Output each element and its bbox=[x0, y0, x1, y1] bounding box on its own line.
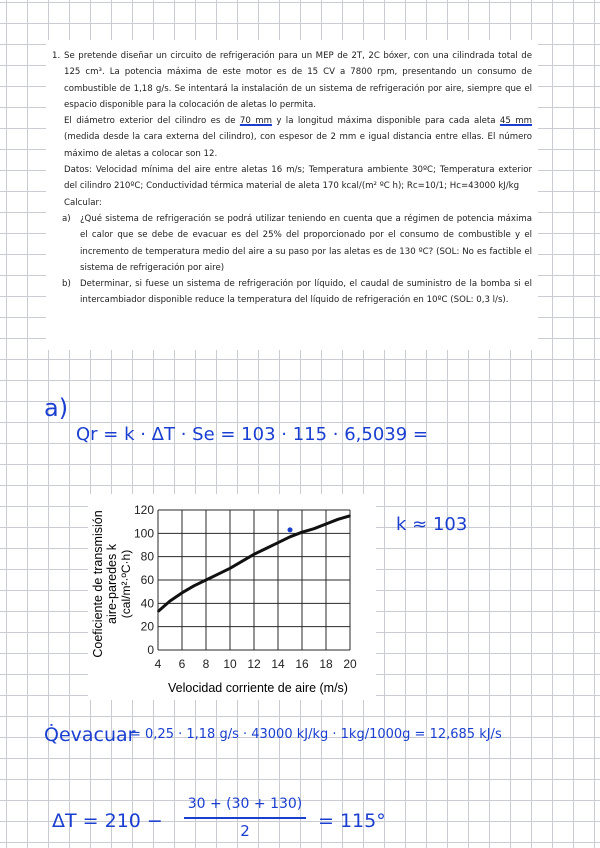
x-tick-label: 6 bbox=[178, 657, 186, 671]
p2-text-c: (medida desde la cara externa del cilindro), con espesor de 2 mm e igual distancia entre ellas. El número máximo de aletas a colocar son 12. bbox=[64, 132, 532, 159]
data-point bbox=[289, 536, 291, 538]
note-q-evacuar-calc: = 0,25 · 1,18 g/s · 43000 kJ/kg · 1kg/1000g = 12,685 kJ/s bbox=[130, 727, 502, 742]
data-point bbox=[169, 600, 171, 602]
x-tick-label: 16 bbox=[295, 657, 309, 671]
data-point bbox=[181, 592, 183, 594]
y-tick-label: 40 bbox=[140, 596, 154, 611]
k-vs-velocity-chart bbox=[88, 494, 376, 700]
data-point bbox=[337, 519, 339, 521]
problem-1 bbox=[52, 48, 538, 211]
note-q-evacuar: Q̇evacuar bbox=[44, 724, 136, 746]
y-tick-label: 120 bbox=[133, 503, 154, 517]
p2-text-b: y la longitud máxima disponible para cada aleta bbox=[271, 116, 500, 127]
question-a bbox=[62, 211, 538, 276]
question-b bbox=[62, 276, 538, 309]
x-tick-label: 12 bbox=[247, 657, 261, 671]
note-delta-t: ΔT = 210 − bbox=[52, 810, 163, 832]
data-point bbox=[313, 528, 315, 530]
note-delta-t-result: = 115° bbox=[318, 810, 386, 832]
x-axis-label: Velocidad corriente de aire (m/s) bbox=[168, 681, 348, 695]
data-point bbox=[277, 542, 279, 544]
y-tick-label: 80 bbox=[140, 549, 154, 564]
data-point bbox=[301, 531, 303, 533]
y-axis-label bbox=[91, 510, 133, 657]
data-point bbox=[253, 554, 255, 556]
x-tick-label: 8 bbox=[202, 657, 210, 671]
data-point bbox=[157, 611, 159, 613]
data-point bbox=[241, 561, 243, 563]
y-label-line-1: Coeficiente de transmisión bbox=[91, 510, 105, 658]
data-point bbox=[265, 548, 267, 550]
x-tick-label: 18 bbox=[319, 657, 333, 671]
note-delta-t-numerator: 30 + (30 + 130) bbox=[187, 796, 303, 812]
p2-text-a: El diámetro exterior del cilindro es de bbox=[64, 116, 240, 127]
data-point bbox=[325, 523, 327, 525]
data-point bbox=[229, 568, 231, 570]
x-tick-label: 4 bbox=[154, 657, 162, 671]
problem-number: 1. bbox=[52, 51, 61, 61]
question-b-text: Determinar, si fuese un sistema de refrigeración por líquido, el caudal de suministro de la bomba si el intercambiador disponible reduce la temperatura del líquido de refrigeración en 10ºC (SOL: 0,3 l/s). bbox=[80, 279, 532, 306]
y-label-line-3: (cal/m²·ºC·h) bbox=[119, 549, 133, 619]
y-tick-label: 0 bbox=[147, 643, 154, 657]
y-label-line-2: aire-paredes k bbox=[105, 544, 119, 624]
note-delta-t-denominator: 2 bbox=[240, 822, 250, 840]
problem-paragraph-1: Se pretende diseñar un circuito de refrigeración para un MEP de 2T, 2C bóxer, con una cilindrada total de 125 cm³. La potencia máxima de este motor es de 15 CV a 7800 rpm, presentando un consumo de combustible de 1,18 g/s. Se intentará la instalación de un sistema de refrigeración por aire, siempre que el espacio disponible para la colocación de aletas lo permita. bbox=[64, 51, 532, 110]
note-label-a: a) bbox=[44, 394, 69, 422]
problem-data: Datos: Velocidad mínima del aire entre aletas 16 m/s; Temperatura ambiente 30ºC; Temperatura exterior del cilindro 210ºC; Conductividad térmica material de aleta 170 kcal/(m² ºC h); Rc=10/1; Hc=43000 kJ/kg bbox=[64, 165, 532, 192]
x-tick-label: 20 bbox=[343, 657, 357, 671]
x-tick-label: 10 bbox=[223, 657, 237, 671]
data-point bbox=[217, 573, 219, 575]
data-point bbox=[193, 585, 195, 587]
question-a-text: ¿Qué sistema de refrigeración se podrá utilizar teniendo en cuenta que a régimen de potencia máxima el calor que se debe de evacuar es del 25% del proporcionado por el consumo de combustible y el incremento de temperatura medio del aire a su paso por las aletas es de 130 ºC? (SOL: No es factible el sistema de refrigeración por aire) bbox=[80, 213, 532, 273]
x-tick-label: 14 bbox=[271, 657, 285, 671]
data-point bbox=[349, 515, 351, 517]
chart-grid bbox=[158, 510, 350, 650]
data-point bbox=[205, 579, 207, 581]
question-a-label: a) bbox=[62, 213, 71, 224]
problem-paragraph-2 bbox=[64, 113, 532, 162]
problem-statement bbox=[46, 40, 538, 350]
note-equation-qr: Qr = k · ΔT · Se = 103 · 115 · 6,5039 = bbox=[76, 424, 429, 445]
underlined-diameter: 70 mm bbox=[239, 116, 272, 127]
fraction-bar bbox=[184, 817, 306, 819]
y-tick-label: 100 bbox=[133, 526, 154, 541]
chart-ticks bbox=[134, 503, 357, 671]
problem-calcular: Calcular: bbox=[64, 197, 102, 208]
question-b-label: b) bbox=[62, 279, 71, 290]
underlined-length: 45 mm bbox=[499, 116, 532, 127]
y-tick-label: 60 bbox=[140, 573, 154, 587]
problem-body bbox=[64, 48, 538, 211]
y-tick-label: 20 bbox=[140, 619, 154, 634]
chart-svg bbox=[88, 494, 376, 700]
reading-marker bbox=[288, 527, 293, 532]
note-k-reading: k ≈ 103 bbox=[396, 514, 468, 535]
